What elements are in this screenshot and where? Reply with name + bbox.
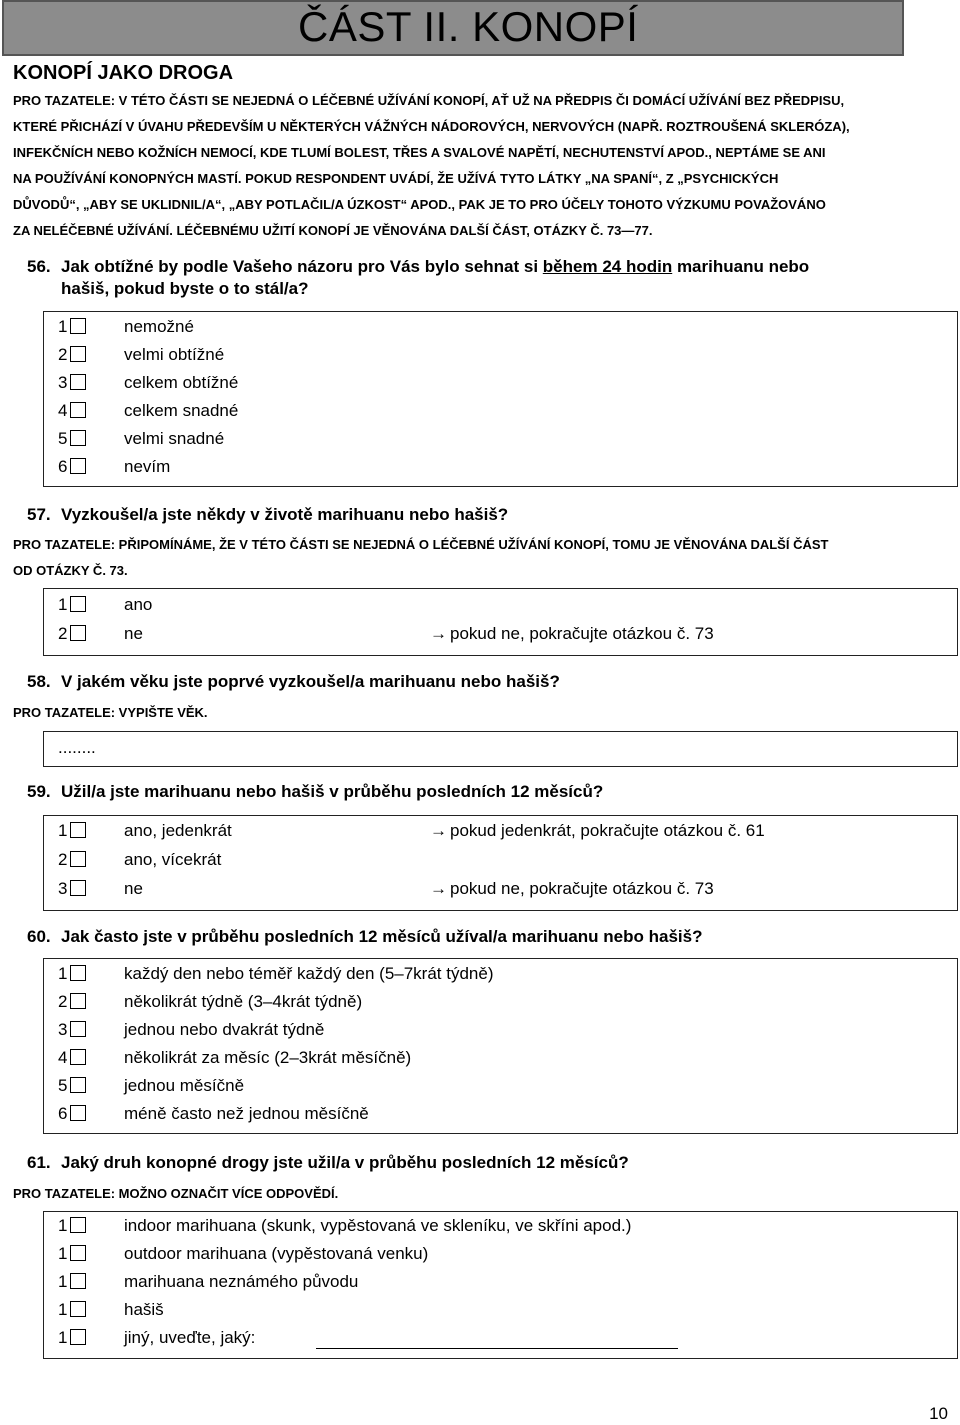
option-row[interactable]: 5 jednou měsíčně <box>58 1072 86 1100</box>
question-number: 58. <box>27 672 51 691</box>
checkbox[interactable] <box>70 993 86 1009</box>
option-row[interactable]: 1 indoor marihuana (skunk, vypěstovaná ve skleníku, ve skříni apod.) <box>58 1212 86 1240</box>
question-58 <box>27 671 927 693</box>
option-row[interactable]: 5 velmi snadné <box>58 425 86 453</box>
checkbox[interactable] <box>70 374 86 390</box>
option-row[interactable]: 4 celkem snadné <box>58 397 86 425</box>
option-row[interactable]: 1 marihuana neznámého původu <box>58 1268 86 1296</box>
answer-box-58 <box>43 731 958 767</box>
option-row[interactable]: 2 ano, vícekrát <box>58 846 86 874</box>
question-text: V jakém věku jste poprvé vyzkoušel/a marihuanu nebo hašiš? <box>61 672 560 691</box>
answer-box-57 <box>43 588 958 656</box>
option-label: ano <box>124 595 153 614</box>
note-line: OD OTÁZKY Č. 73. <box>13 563 128 578</box>
option-label: jednou nebo dvakrát týdně <box>124 1020 325 1039</box>
option-row[interactable]: 6 nevím <box>58 453 86 481</box>
question-text-underlined: během 24 hodin <box>542 257 673 276</box>
checkbox[interactable] <box>70 1301 86 1317</box>
checkbox[interactable] <box>70 1217 86 1233</box>
note-line: PRO TAZATELE: MOŽNO OZNAČIT VÍCE ODPOVĚDÍ. <box>13 1186 339 1201</box>
option-row[interactable]: 1 jiný, uveďte, jaký: <box>58 1324 86 1352</box>
arrow-right-icon: → <box>430 821 447 840</box>
option-label: indoor marihuana (skunk, vypěstovaná ve skleníku, ve skříni apod.) <box>124 1216 632 1235</box>
option-label: ne <box>124 624 143 643</box>
part-title: ČÁST II. KONOPÍ <box>298 3 639 50</box>
question-text: hašiš, pokud byste o to stál/a? <box>61 279 309 298</box>
intro-note-line: ZA NELÉČEBNÉ UŽÍVÁNÍ. LÉČEBNÉMU UŽITÍ KONOPÍ JE VĚNOVÁNA DALŠÍ ČÁST, OTÁZKY Č. 73—77. <box>13 223 653 238</box>
intro-note-line: KTERÉ PŘICHÁZÍ V ÚVAHU PŘEDEVŠÍM U NĚKTERÝCH VÁŽNÝCH NÁDOROVÝCH, NERVOVÝCH (NAPŘ. ROZTROUŠENÁ SKLERÓZA), <box>13 119 850 134</box>
question-59 <box>27 781 927 803</box>
question-number: 61. <box>27 1153 51 1172</box>
option-label: každý den nebo téměř každý den (5–7krát týdně) <box>124 964 494 983</box>
checkbox[interactable] <box>70 1273 86 1289</box>
option-row[interactable]: 3 jednou nebo dvakrát týdně <box>58 1016 86 1044</box>
option-label: outdoor marihuana (vypěstovaná venku) <box>124 1244 429 1263</box>
checkbox[interactable] <box>70 1245 86 1261</box>
checkbox[interactable] <box>70 458 86 474</box>
checkbox[interactable] <box>70 851 86 867</box>
checkbox[interactable] <box>70 430 86 446</box>
question-61 <box>27 1152 927 1174</box>
question-57 <box>27 504 927 526</box>
question-text: Jaký druh konopné drogy jste užil/a v průběhu posledních 12 měsíců? <box>61 1153 629 1172</box>
question-number: 57. <box>27 505 51 524</box>
note-line: PRO TAZATELE: VYPIŠTE VĚK. <box>13 705 208 720</box>
option-label: jiný, uveďte, jaký: <box>124 1328 256 1347</box>
option-label: několikrát za měsíc (2–3krát měsíčně) <box>124 1048 412 1067</box>
question-text: Užil/a jste marihuanu nebo hašiš v průběhu posledních 12 měsíců? <box>61 782 604 801</box>
checkbox[interactable] <box>70 318 86 334</box>
arrow-right-icon: → <box>430 879 447 898</box>
option-label: hašiš <box>124 1300 164 1319</box>
option-row[interactable]: 1 outdoor marihuana (vypěstovaná venku) <box>58 1240 86 1268</box>
option-row[interactable]: 2 několikrát týdně (3–4krát týdně) <box>58 988 86 1016</box>
option-row[interactable]: 1 ano, jedenkrát <box>58 817 86 845</box>
checkbox[interactable] <box>70 1105 86 1121</box>
question-text: Jak často jste v průběhu posledních 12 měsíců užíval/a marihuanu nebo hašiš? <box>61 927 703 946</box>
interviewer-note-58 <box>13 700 948 726</box>
age-input[interactable]: ........ <box>58 738 96 757</box>
question-text: Jak obtížné by podle Vašeho názoru pro Vás bylo sehnat si <box>61 257 543 276</box>
checkbox[interactable] <box>70 965 86 981</box>
skip-instruction: → pokud ne, pokračujte otázkou č. 73 <box>430 875 714 903</box>
interviewer-note-57 <box>13 532 948 584</box>
checkbox[interactable] <box>70 1077 86 1093</box>
answer-box-61 <box>43 1211 958 1359</box>
question-number: 59. <box>27 782 51 801</box>
checkbox[interactable] <box>70 1021 86 1037</box>
checkbox[interactable] <box>70 596 86 612</box>
option-label: ano, vícekrát <box>124 850 222 869</box>
option-label: nevím <box>124 457 171 476</box>
option-row[interactable]: 6 méně často než jednou měsíčně <box>58 1100 86 1128</box>
skip-instruction: → pokud ne, pokračujte otázkou č. 73 <box>430 620 714 648</box>
answer-box-59 <box>43 815 958 911</box>
question-text: Vyzkoušel/a jste někdy v životě marihuanu nebo hašiš? <box>61 505 509 524</box>
option-row[interactable]: 3 ne <box>58 875 86 903</box>
option-row[interactable]: 2 velmi obtížné <box>58 341 86 369</box>
intro-note-line: PRO TAZATELE: V TÉTO ČÁSTI SE NEJEDNÁ O LÉČEBNÉ UŽÍVÁNÍ KONOPÍ, AŤ UŽ NA PŘEDPIS ČI DOMÁCÍ UŽÍVÁNÍ BEZ PŘEDPISU, <box>13 93 845 108</box>
checkbox[interactable] <box>70 625 86 641</box>
option-label: méně často než jednou měsíčně <box>124 1104 369 1123</box>
option-row[interactable]: 3 celkem obtížné <box>58 369 86 397</box>
checkbox[interactable] <box>70 346 86 362</box>
option-label: ne <box>124 879 143 898</box>
question-number: 56. <box>27 257 51 276</box>
question-56 <box>27 256 927 300</box>
checkbox[interactable] <box>70 1329 86 1345</box>
answer-box-60 <box>43 958 958 1134</box>
option-label: celkem snadné <box>124 401 239 420</box>
option-label: velmi snadné <box>124 429 225 448</box>
option-row[interactable]: 1 ano <box>58 591 86 619</box>
intro-note-line: INFEKČNÍCH NEBO KOŽNÍCH NEMOCÍ, KDE TLUMÍ BOLEST, TŘES A SVALOVÉ NAPĚTÍ, NECHUTENSTVÍ APOD., NEPTÁME SE ANI <box>13 145 826 160</box>
option-label: velmi obtížné <box>124 345 225 364</box>
write-in-line[interactable] <box>316 1348 678 1349</box>
option-label: marihuana neznámého původu <box>124 1272 359 1291</box>
checkbox[interactable] <box>70 1049 86 1065</box>
intro-note <box>13 88 948 244</box>
option-row[interactable]: 1 nemožné <box>58 313 86 341</box>
question-60 <box>27 926 927 948</box>
option-label: celkem obtížné <box>124 373 239 392</box>
arrow-right-icon: → <box>430 624 447 643</box>
intro-note-line: NA POUŽÍVÁNÍ KONOPNÝCH MASTÍ. POKUD RESPONDENT UVÁDÍ, ŽE UŽÍVÁ TYTO LÁTKY „NA SPANÍ“, Z „PSYCHICKÝCH <box>13 171 779 186</box>
checkbox[interactable] <box>70 402 86 418</box>
option-label: nemožné <box>124 317 194 336</box>
option-label: ano, jedenkrát <box>124 821 232 840</box>
option-row[interactable]: 2 ne <box>58 620 86 648</box>
answer-box-56 <box>43 311 958 487</box>
section-title: KONOPÍ JAKO DROGA <box>13 62 234 84</box>
question-number: 60. <box>27 927 51 946</box>
skip-instruction: → pokud jedenkrát, pokračujte otázkou č. 61 <box>430 817 765 845</box>
checkbox[interactable] <box>70 880 86 896</box>
option-label: několikrát týdně (3–4krát týdně) <box>124 992 363 1011</box>
option-row[interactable]: 4 několikrát za měsíc (2–3krát měsíčně) <box>58 1044 86 1072</box>
interviewer-note-61 <box>13 1181 948 1207</box>
option-row[interactable]: 1 hašiš <box>58 1296 86 1324</box>
question-text: marihuanu nebo <box>672 257 810 276</box>
intro-note-line: DŮVODŮ“, „ABY SE UKLIDNIL/A“, „ABY POTLAČIL/A ÚZKOST“ APOD., PAK JE TO PRO ÚČELY TOHOTO VÝZKUMU POVAŽOVÁNO <box>13 197 826 212</box>
note-line: PRO TAZATELE: PŘIPOMÍNÁME, ŽE V TÉTO ČÁSTI SE NEJEDNÁ O LÉČEBNÉ UŽÍVÁNÍ KONOPÍ, TOMU JE VĚNOVÁNA DALŠÍ ČÁST <box>13 537 829 552</box>
checkbox[interactable] <box>70 822 86 838</box>
option-row[interactable]: 1 každý den nebo téměř každý den (5–7krát týdně) <box>58 960 86 988</box>
option-label: jednou měsíčně <box>124 1076 245 1095</box>
page-number: 10 <box>929 1404 948 1423</box>
